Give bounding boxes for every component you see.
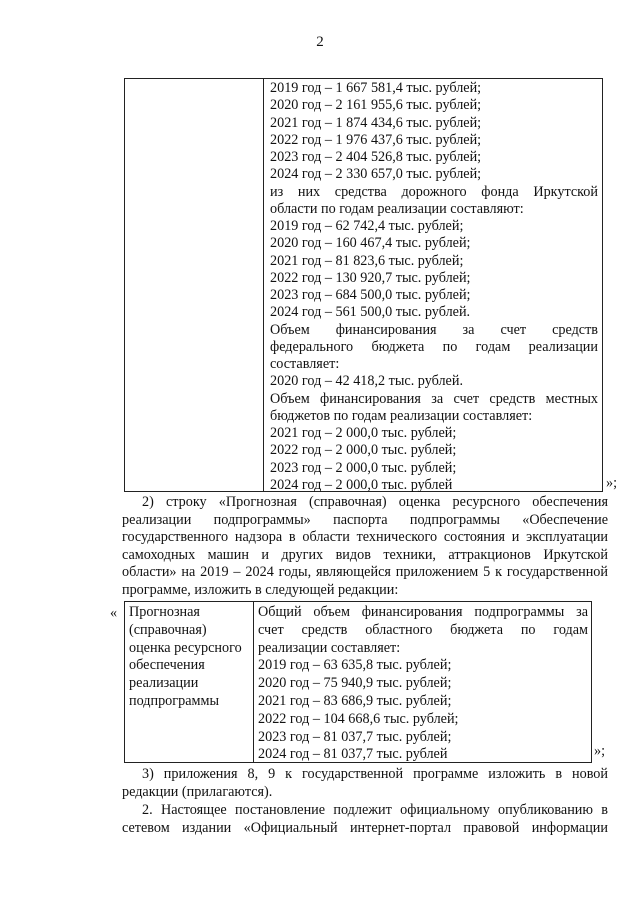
funding-line: области по годам реализации составляют: [270, 200, 524, 217]
funding-line: 2022 год – 130 920,7 тыс. рублей; [270, 269, 471, 286]
paragraph-line: 2) строку «Прогнозная (справочная) оценка ресурсного обеспечения [142, 494, 608, 510]
funding-line: бюджетов по годам реализации составляет: [270, 407, 533, 424]
paragraph-line: реализации подпрограммы» паспорта подпрограммы «Обеспечение [122, 511, 608, 528]
paragraph-item-2 [122, 494, 608, 600]
paragraph-item-3 [122, 766, 608, 801]
row-label-line: реализации [129, 675, 199, 692]
funding-line: 2024 год – 2 330 657,0 тыс. рублей; [270, 166, 482, 183]
paragraph-line: 3) приложения 8, 9 к государственной программе изложить в новой [142, 766, 608, 782]
funding-line: федерального бюджета по годам реализации [270, 338, 598, 355]
funding-line: Объем финансирования за счет средств [270, 321, 598, 338]
funding-line: 2020 год – 160 467,4 тыс. рублей; [270, 235, 471, 252]
funding-line: 2019 год – 1 667 581,4 тыс. рублей; [270, 80, 482, 96]
funding-line: 2023 год – 2 000,0 тыс. рублей; [270, 459, 457, 476]
paragraph-line: самоходных машин и других видов техники, аттракционов Иркутской [122, 546, 608, 563]
paragraph-line: редакции (прилагаются). [122, 783, 273, 800]
funding-line: 2022 год – 104 668,6 тыс. рублей; [258, 710, 459, 727]
table-column-divider [263, 79, 264, 491]
row-label-line: (справочная) [129, 621, 207, 638]
paragraph-publication [122, 802, 608, 837]
funding-line: реализации составляет: [258, 639, 401, 656]
table2-opening-quote: « [110, 605, 118, 621]
page-number: 2 [316, 34, 324, 50]
funding-line: 2019 год – 63 635,8 тыс. рублей; [258, 657, 452, 674]
row-label-line: оценка ресурсного [129, 639, 242, 656]
funding-line: 2023 год – 2 404 526,8 тыс. рублей; [270, 149, 482, 165]
funding-line: счет средств областного бюджета по годам [258, 621, 588, 638]
funding-line: 2021 год – 1 874 434,6 тыс. рублей; [270, 114, 482, 131]
funding-line: 2022 год – 2 000,0 тыс. рублей; [270, 442, 457, 459]
paragraph-line: сетевом издании «Официальный интернет-портал правовой информации [122, 819, 608, 836]
funding-line: 2023 год – 684 500,0 тыс. рублей; [270, 287, 471, 303]
funding-line: 2021 год – 81 823,6 тыс. рублей; [270, 252, 464, 269]
paragraph-line: государственного надзора в области технического состояния и эксплуатации [122, 529, 608, 546]
funding-line: 2021 год – 2 000,0 тыс. рублей; [270, 425, 457, 441]
funding-line: 2024 год – 81 037,7 тыс. рублей [258, 746, 448, 763]
row-label-line: подпрограммы [129, 692, 219, 709]
funding-table-continued [124, 78, 603, 492]
funding-line: 2023 год – 81 037,7 тыс. рублей; [258, 728, 452, 745]
paragraph-line: 2. Настоящее постановление подлежит официальному опубликованию в [142, 802, 608, 818]
funding-line: 2024 год – 2 000,0 тыс. рублей [270, 476, 453, 493]
funding-line: Общий объем финансирования подпрограммы за [258, 604, 588, 620]
row-label-cell [129, 604, 251, 711]
funding-line: 2021 год – 83 686,9 тыс. рублей; [258, 692, 452, 709]
funding-line: 2020 год – 42 418,2 тыс. рублей. [270, 373, 463, 390]
funding-line: 2019 год – 62 742,4 тыс. рублей; [270, 218, 464, 234]
resource-assessment-table [124, 601, 592, 763]
funding-cell [258, 604, 588, 764]
funding-cell [270, 80, 598, 494]
funding-line: составляет: [270, 356, 340, 372]
funding-line: 2020 год – 2 161 955,6 тыс. рублей; [270, 97, 482, 114]
paragraph-line: программе, изложить в следующей редакции: [122, 581, 399, 598]
funding-line: 2022 год – 1 976 437,6 тыс. рублей; [270, 131, 482, 148]
funding-line: из них средства дорожного фонда Иркутской [270, 183, 598, 200]
row-label-line: обеспечения [129, 657, 205, 674]
paragraph-line: области» на 2019 – 2024 годы, являющейся приложением 5 к государственной [122, 564, 608, 581]
table-column-divider [253, 602, 254, 762]
table2-closing-quote: »; [594, 743, 606, 759]
table1-closing-quote: »; [606, 475, 618, 491]
row-label-line: Прогнозная [129, 604, 200, 620]
funding-line: 2020 год – 75 940,9 тыс. рублей; [258, 675, 452, 692]
funding-line: 2024 год – 561 500,0 тыс. рублей. [270, 304, 471, 321]
funding-line: Объем финансирования за счет средств местных [270, 390, 598, 407]
